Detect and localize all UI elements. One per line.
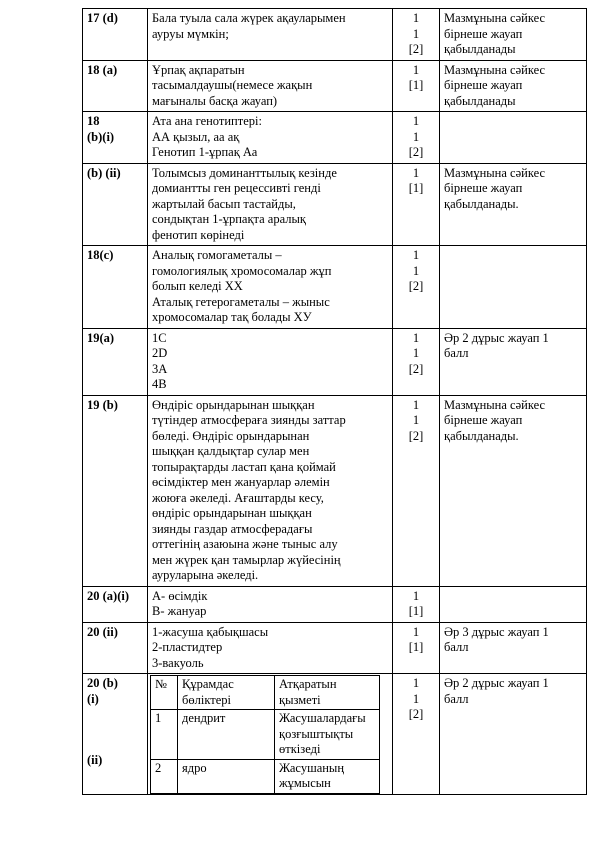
text-line: домиантты ген рецессивті генді	[152, 181, 321, 195]
text-line: 1	[412, 263, 420, 278]
components-cell: дендрит	[178, 710, 275, 760]
components-row	[151, 710, 380, 760]
spacer	[87, 707, 143, 753]
text-line: Бала туыла сала жүрек ақауларымен	[152, 11, 346, 25]
question-number	[83, 246, 148, 329]
components-header-row	[151, 676, 380, 710]
marking-note	[440, 586, 587, 622]
text-line: 1	[412, 676, 420, 690]
text-line: (b)(i)	[87, 129, 115, 144]
text-line: 1	[412, 624, 420, 639]
text-line: қабылданады.	[444, 428, 519, 443]
text-line: бірнеше жауап	[444, 78, 523, 92]
question-number	[83, 163, 148, 246]
text-line: шыққан қалдықтар сулар мен	[152, 444, 310, 458]
marks	[393, 246, 440, 329]
text-line: 19 (b)	[87, 397, 118, 412]
text-line: [1]	[408, 640, 424, 654]
text-line: өндіріс орындарынан шыққан	[152, 506, 312, 520]
components-cell: 2	[151, 759, 178, 793]
marking-note	[440, 246, 587, 329]
text-line: [2]	[408, 361, 424, 376]
text-line: 18 (a)	[87, 62, 118, 77]
components-header-cell: №	[151, 676, 178, 710]
text-line: түтіндер атмосфераға зиянды заттар	[152, 413, 346, 427]
text-line: 1-жасуша қабықшасы	[152, 624, 269, 639]
components-cell: Жасушаның жұмысын	[275, 759, 380, 793]
text-line: Аналық гомогаметалы –	[152, 248, 282, 262]
text-line: гомологиялық хромосомалар жұп	[152, 263, 332, 278]
text-line: 1	[412, 11, 420, 25]
marking-note	[440, 328, 587, 395]
text-line: Мазмұнына сәйкес	[444, 11, 545, 25]
question-row-18a	[83, 60, 587, 112]
text-line: Әр 2 дұрыс жауап 1	[444, 676, 549, 690]
question-row-18bii	[83, 163, 587, 246]
marking-note	[440, 60, 587, 112]
text-line: (i)	[87, 691, 99, 706]
text-line: Мазмұнына сәйкес	[444, 397, 545, 412]
text-line: 18	[87, 114, 100, 128]
text-line: [2]	[408, 707, 424, 721]
question-number	[83, 586, 148, 622]
text-line: [2]	[408, 428, 424, 443]
text-line: 2D	[152, 346, 168, 360]
text-line: жоюға әкеледі. Ағаштарды кесу,	[152, 490, 324, 505]
text-line: балл	[444, 346, 469, 360]
text-line: 19(a)	[87, 330, 115, 345]
text-line: топырақтарды ластап қана қоймай	[152, 459, 336, 474]
text-line: балл	[444, 640, 469, 654]
question-number	[83, 622, 148, 674]
text-line: қабылданады	[444, 93, 516, 108]
marks	[393, 163, 440, 246]
question-number	[83, 60, 148, 112]
text-line: тасымалдаушы(немесе жақын	[152, 78, 313, 92]
text-line: 1	[412, 114, 420, 128]
question-row-20ii	[83, 622, 587, 674]
text-line: Мазмұнына сәйкес	[444, 165, 545, 180]
text-line: бөледі. Өндіріс орындарынан	[152, 428, 310, 443]
components-header-cell: Құрамдас бөліктері	[178, 676, 275, 710]
text-line: Генотип 1-ұрпақ Аа	[152, 145, 258, 159]
components-cell: 1	[151, 710, 178, 760]
marking-note	[440, 674, 587, 795]
text-line: фенотип көрінеді	[152, 227, 245, 242]
text-line: 1	[412, 330, 420, 345]
question-row-19a	[83, 328, 587, 395]
components-header-cell: Атқаратын қызметі	[275, 676, 380, 710]
question-row-19b	[83, 395, 587, 586]
text-line: [1]	[408, 604, 424, 618]
question-number	[83, 395, 148, 586]
text-line: Өндіріс орындарынан шыққан	[152, 397, 315, 412]
text-line: балл	[444, 691, 469, 706]
text-line: [1]	[408, 78, 424, 92]
text-line: (b) (ii)	[87, 165, 121, 180]
components-row	[151, 759, 380, 793]
marks	[393, 586, 440, 622]
text-line: Толымсыз доминанттылық кезінде	[152, 165, 337, 180]
text-line: 4B	[152, 377, 167, 391]
text-line: хромосомалар тақ болады ХУ	[152, 310, 312, 324]
components-cell: ядро	[178, 759, 275, 793]
answer-text	[148, 246, 393, 329]
text-line: 1	[412, 62, 420, 77]
text-line: 17 (d)	[87, 11, 118, 25]
answer-text	[148, 60, 393, 112]
marks	[393, 328, 440, 395]
question-row-18c	[83, 246, 587, 329]
text-line: өсімдіктер мен жануарлар әлемін	[152, 475, 330, 489]
text-line: Әр 3 дұрыс жауап 1	[444, 624, 549, 639]
answer-table-cell	[148, 674, 393, 795]
marking-note	[440, 395, 587, 586]
question-row-20ai	[83, 586, 587, 622]
components-table	[150, 675, 380, 794]
text-line: жартылай басып тастайды,	[152, 196, 296, 211]
question-number	[83, 112, 148, 164]
text-line: Мазмұнына сәйкес	[444, 62, 545, 77]
marks	[393, 9, 440, 61]
components-cell: Жасушалардағы қозғыштықты өткізеді	[275, 710, 380, 760]
text-line: АА қызыл, аа ақ	[152, 129, 240, 144]
text-line: сондықтан 1-ұрпақта аралық	[152, 212, 306, 226]
marks	[393, 60, 440, 112]
text-line: 2-пластидтер	[152, 640, 223, 654]
text-line: В- жануар	[152, 604, 207, 618]
text-line: Ұрпақ ақпаратын	[152, 62, 245, 77]
question-number	[83, 674, 148, 795]
text-line: қабылданады	[444, 42, 516, 56]
marks	[393, 112, 440, 164]
sub-question-number: (ii)	[87, 753, 103, 767]
text-line: болып келеді ХХ	[152, 279, 243, 293]
text-line: Аталық гетерогаметалы – жыныс	[152, 294, 330, 309]
question-row-20b	[83, 674, 587, 795]
text-line: 1	[412, 26, 420, 41]
text-line: 3A	[152, 361, 168, 376]
question-number	[83, 9, 148, 61]
text-line: 1C	[152, 330, 167, 345]
answer-text	[148, 622, 393, 674]
text-line: мен жүрек қан тамырлар жүйесінің	[152, 552, 341, 567]
text-line: зиянды газдар атмосферадағы	[152, 521, 313, 536]
text-line: 1	[412, 691, 420, 706]
text-line: ауруы мүмкін;	[152, 26, 229, 41]
text-line: мағыналы басқа жауап)	[152, 93, 278, 108]
text-line: бірнеше жауап	[444, 413, 523, 427]
marks	[393, 395, 440, 586]
marking-note	[440, 622, 587, 674]
marking-note	[440, 163, 587, 246]
text-line: 20 (b)	[87, 676, 118, 690]
text-line: 1	[412, 346, 420, 360]
answer-text	[148, 112, 393, 164]
text-line: 1	[412, 129, 420, 144]
question-number	[83, 328, 148, 395]
text-line: қабылданады.	[444, 196, 519, 211]
text-line: ауруларына әкеледі.	[152, 568, 259, 582]
text-line: 3-вакуоль	[152, 655, 204, 670]
text-line: [2]	[408, 145, 424, 159]
text-line: бірнеше жауап	[444, 181, 523, 195]
marking-scheme-table	[82, 8, 587, 795]
text-line: 20 (ii)	[87, 624, 118, 639]
text-line: 20 (a)(i)	[87, 588, 129, 603]
text-line: 1	[412, 397, 420, 412]
text-line: [2]	[408, 42, 424, 56]
marking-note	[440, 112, 587, 164]
text-line: Әр 2 дұрыс жауап 1	[444, 330, 549, 345]
text-line: А- өсімдік	[152, 588, 208, 603]
text-line: [1]	[408, 181, 424, 195]
text-line: 1	[412, 413, 420, 427]
answer-text	[148, 586, 393, 622]
text-line: 18(c)	[87, 248, 114, 262]
text-line: бірнеше жауап	[444, 26, 523, 41]
marks	[393, 674, 440, 795]
marks	[393, 622, 440, 674]
text-line: 1	[412, 248, 420, 262]
answer-text	[148, 328, 393, 395]
text-line: 1	[412, 165, 420, 180]
answer-text	[148, 395, 393, 586]
answer-key-sheet	[82, 8, 550, 795]
text-line: Ата ана генотиптері:	[152, 114, 262, 128]
answer-text	[148, 163, 393, 246]
question-row-18bi	[83, 112, 587, 164]
question-row-17d	[83, 9, 587, 61]
marking-note	[440, 9, 587, 61]
text-line: 1	[412, 588, 420, 603]
text-line: оттегінің азаюына және тыныс алу	[152, 537, 338, 551]
text-line: [2]	[408, 279, 424, 293]
answer-text	[148, 9, 393, 61]
